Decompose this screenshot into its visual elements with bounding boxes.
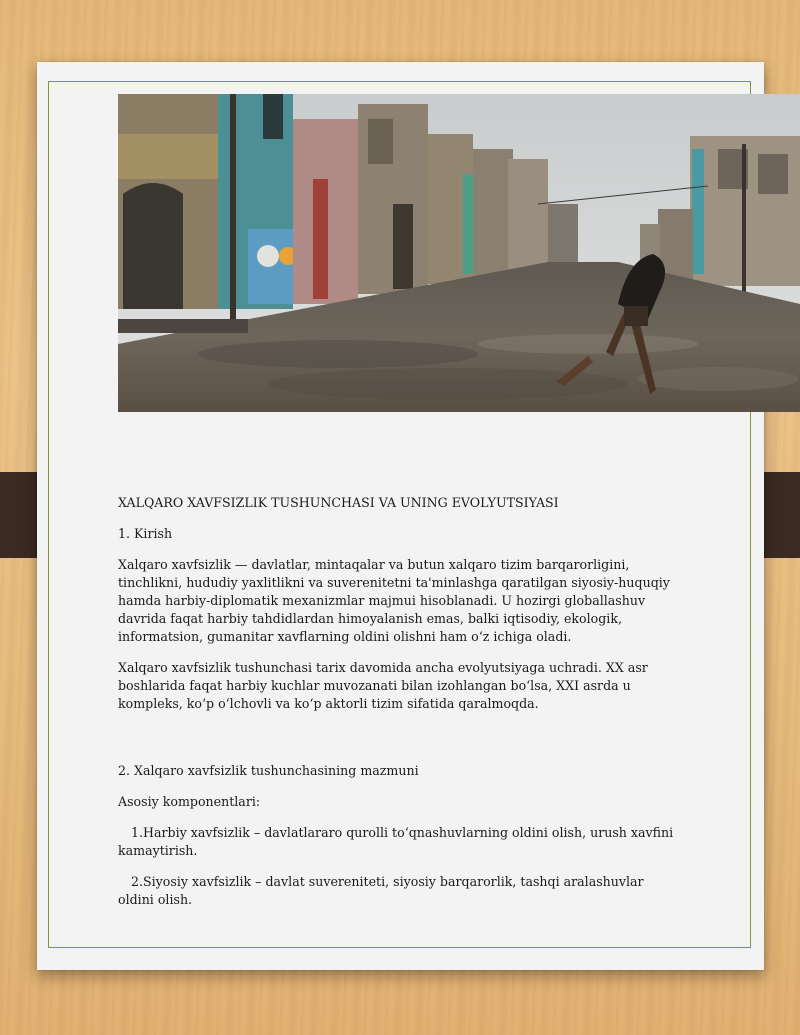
paragraph-evolution: Xalqaro xavfsizlik tushunchasi tarix davomida ancha evolyutsiyaga uchradi. XX asr boshlarida faqat harbiy kuchlar muvozanati bilan izohlangan bo‘lsa, XXI asrda u kompleks, ko‘p o‘lchovli va ko‘p aktorli tizim sifatida qaralmoqda. (118, 660, 648, 711)
document-body (118, 494, 678, 922)
spacer (118, 726, 678, 762)
street-photo (118, 94, 800, 412)
section-heading-introduction: 1. Kirish (118, 526, 173, 541)
section-heading-content: 2. Xalqaro xavfsizlik tushunchasining mazmuni (118, 763, 419, 778)
document-title: XALQARO XAVFSIZLIK TUSHUNCHASI VA UNING EVOLYUTSIYASI (118, 495, 559, 510)
components-label: Asosiy komponentlari: (118, 794, 261, 809)
list-item-political: 2.Siyosiy xavfsizlik – davlat suvereniteti, siyosiy barqarorlik, tashqi aralashuvlar oldini olish. (118, 874, 644, 907)
list-item-military: 1.Harbiy xavfsizlik – davlatlararo qurolli to‘qnashuvlarning oldini olish, urush xavfini kamaytirish. (118, 825, 674, 858)
paragraph-definition: Xalqaro xavfsizlik — davlatlar, mintaqalar va butun xalqaro tizim barqarorligini, tinchlikni, hududiy yaxlitlikni va suverenitetni ta'minlashga qaratilgan siyosiy-huquqiy hamda harbiy-diplomatik mexanizmlar majmui hisoblanadi. U hozirgi globallashuv davrida faqat harbiy tahdidlardan himoyalanish emas, balki iqtisodiy, ekologik, informatsion, gumanitar xavflarning oldini olishni ham o‘z ichiga oladi. (118, 557, 670, 644)
